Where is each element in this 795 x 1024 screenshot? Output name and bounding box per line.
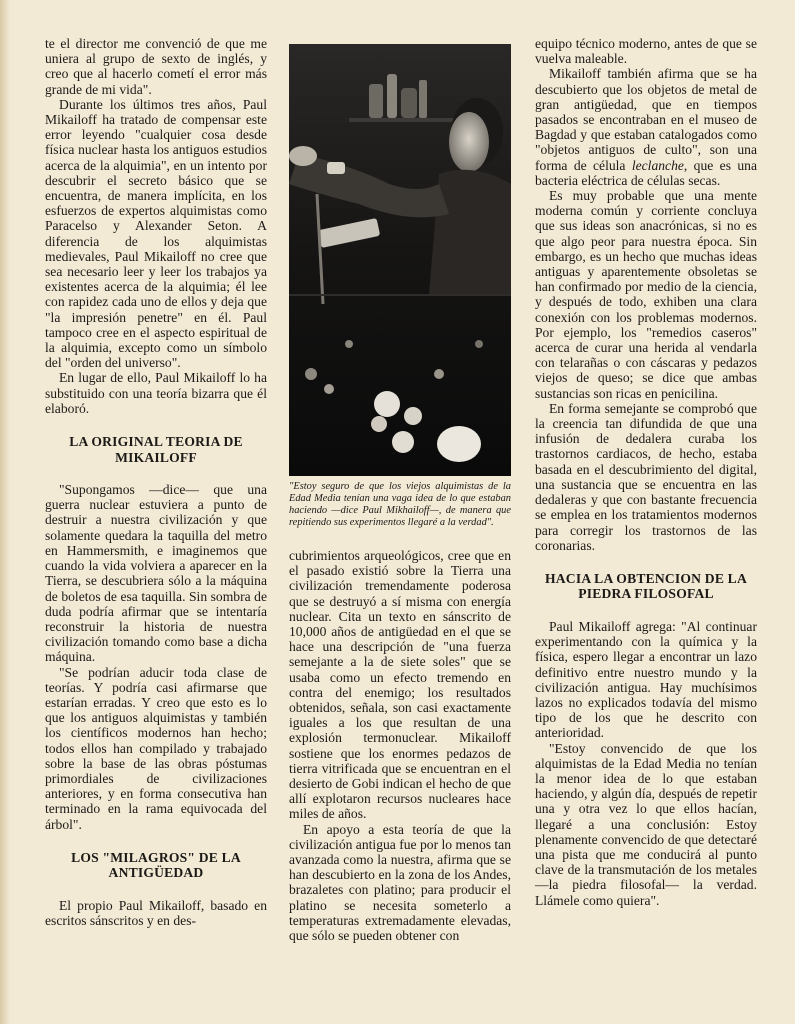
photo-caption: "Estoy seguro de que los viejos alquimistas de la Edad Media tenían una vaga idea de lo que estaban haciendo —dice Paul Mikhailoff—, de manera que repitiendo sus experimentos llegaré a la verdad". [289, 481, 511, 528]
paragraph: En forma semejante se comprobó que la creencia tan difundida de que una infusión de dedalera curaba los trastornos cardiacos, de hecho, estaba basada en el descubrimiento del digital, una sustancia que se encuentra en las dedaleras y que con bastante frecuencia se emplea en los tratamientos modernos para corregir los trastornos de las coronarias. [535, 400, 757, 553]
paragraph: "Se podrían aducir toda clase de teorías. Y podría casi afirmarse que estarían erradas. Y creo que esto es lo que los antiguos alquimistas y también los científicos modernos han hecho; todos ellos han compilado y trabajado sobre la base de las obras póstumas primordiales de civilizaciones anteriores, y en forma consecutiva han terminado en la rama equivocada del árbol". [45, 664, 267, 832]
paragraph: En apoyo a esta teoría de que la civilización antigua fue por lo menos tan avanzada como la nuestra, afirma que se han descubierto en la zona de los Andes, brazaletes con platino; para producir el platino se necesita someterlo a temperaturas extremadamente elevadas, que sólo se pueden obtener con [289, 821, 511, 944]
section-heading: HACIA LA OBTENCION DE LA PIEDRA FILOSOFAL [545, 570, 747, 602]
paragraph [535, 66, 757, 188]
section-heading: LOS "MILAGROS" DE LA ANTIGÜEDAD [71, 849, 241, 881]
paragraph: El propio Paul Mikailoff, basado en escritos sánscritos y en des- [45, 897, 267, 928]
page-edge-shadow [0, 0, 10, 1024]
paragraph: equipo técnico moderno, antes de que se vuelva maleable. [535, 36, 757, 67]
section-heading: LA ORIGINAL TEORIA DE MIKAILOFF [69, 434, 243, 465]
column-middle [289, 548, 511, 943]
paragraph: En lugar de ello, Paul Mikailoff lo ha substituido con una teoría bizarra que él elaboró. [45, 370, 267, 416]
alchemist-photo [289, 44, 511, 476]
column-right [535, 36, 757, 908]
paragraph: cubrimientos arqueológicos, cree que en el pasado existió sobre la Tierra una civilización tremendamente poderosa que se destruyó a sí misma con energía nuclear. Cita un texto en sánscrito de 10,000 años de antigüedad en el que se hace una descripción de "una fuerza semejante a la de siete soles" que se usaba como un efecto tremendo en contra del enemigo; los resultados obtenidos, señala, son casi exactamente iguales a los que resultan de una explosión termonuclear. Mikailoff sostiene que los enormes pedazos de tierra vitrificada que se encuentran en el desierto de Gobi indican el hecho de que allí explotaron recursos nucleares hace miles de años. [289, 548, 511, 822]
paragraph: "Supongamos —dice— que una guerra nuclear estuviera a punto de destruir a nuestra civilización y que solamente quedara la taquilla del metro en Hammersmith, e imaginemos que cuando la vida volviera a aparecer en la Tierra, se descubriera sólo a la máquina de boletos de esa taquilla. Sin sombra de duda podría afirmar que se intentaría reconstruir la historia de nuestra civilización tomando como base a dicha máquina. [45, 482, 267, 665]
text-run: , que es una bacteria eléctrica de células secas. [535, 157, 757, 188]
paragraph: Es muy probable que una mente moderna común y corriente concluya que sus ideas son anacrónicas, si no es que algo peor para nuestra época. Sin embargo, es un hecho que muchas ideas antiguas y aparentemente obsoletas se han confirmado por medio de la ciencia, y después de todo, exhiben una clara conexión con los problemas modernos. Por ejemplo, los "remedios caseros" acerca de curar una herida al vendarla con telarañas o con cáscaras y pedazos viejos de queso; se dice que ambas sustancias son ricas en penicilina. [535, 188, 757, 401]
paragraph: "Estoy convencido de que los alquimistas de la Edad Media no tenían la menor idea de lo que estaban haciendo, y algún día, después de repetir una y otra vez lo que ellos hacían, llegaré a una conclusión: Estoy plenamente convencido de que detectaré una pista que me conducirá al punto clave de la transmutación de los metales —la piedra filosofal— la verdad. Llámele como quiera". [535, 740, 757, 908]
text-run: Mikailoff también afirma que se ha descubierto que los objetos de metal de gran antigüedad, que en tiempos pasados se encontraban en el museo de Bagdad y que estaban catalogados como "objetos antiguos de culto", son una forma de célula [535, 66, 757, 173]
paragraph: Paul Mikailoff agrega: "Al continuar experimentando con la química y la física, espero llegar a encontrar un lazo definitivo entre nuestro mundo y la civilización antigua. Hay muchísimos lazos no explicados todavía del mismo tipo de los que he descrito con anterioridad. [535, 618, 757, 741]
alchemist-photo-illustration [289, 44, 511, 476]
column-left [45, 36, 267, 928]
paragraph: te el director me convenció de que me uniera al grupo de sexto de inglés, y creo que al hacerlo cometí el error más grande de mi vida". [45, 36, 267, 97]
paragraph: Durante los últimos tres años, Paul Mikailoff ha tratado de compensar este error leyendo "cualquier cosa desde física nuclear hasta los antiguos estudios acerca de la alquimia", en un intento por descubrir el secreto básico que se encuentra, de manera implícita, en los esfuerzos de expertos alquimistas como Paracelso y Alexander Seton. A diferencia de los alquimistas medievales, Paul Mikailoff no cree que sea necesario leer y leer los trabajos ya existentes acerca de la alquimia; él lee con rapidez cada uno de ellos y deja que "la impresión penetre" en él. Paul tampoco cree en el aspecto espiritual de la alquimia, excepto como un símbolo del "orden del universo". [45, 96, 267, 371]
italic-term: leclanche [631, 157, 684, 173]
